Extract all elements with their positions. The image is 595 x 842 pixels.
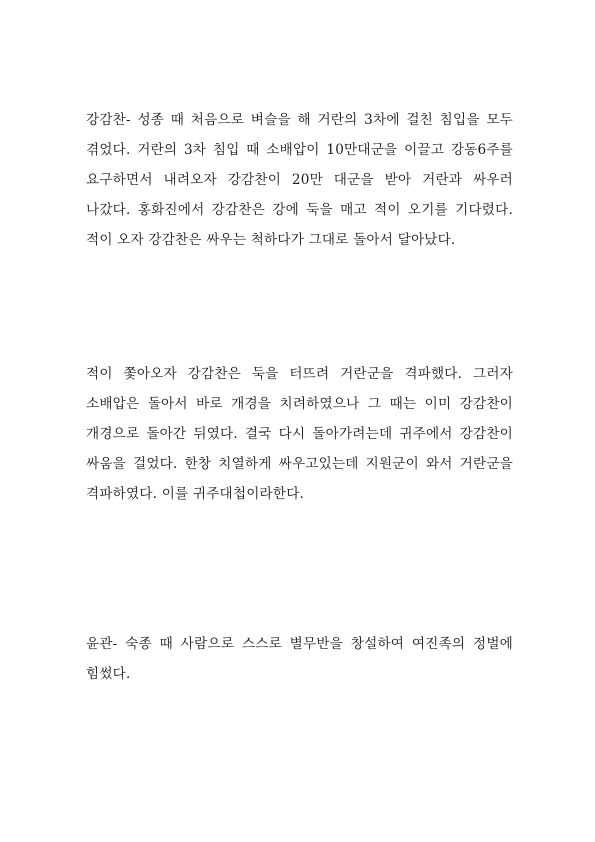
paragraph-yun-gwan: 윤관- 숙종 때 사람으로 스스로 별무반을 창설하여 여진족의 정벌에 힘썼다. [86, 636, 513, 682]
paragraph-gwiju-battle: 적이 쫓아오자 강감찬은 둑을 터뜨려 거란군을 격파했다. 그러자 소배압은 돌아서 바로 개경을 치려하였으나 그 때는 이미 강감찬이 개경으로 돌아간 뒤였다. 결국 다시 돌아가려는데 귀주에서 강감찬이 싸움을 걸었다. 한창 치열하게 싸우고있는데 지원군이 와서 거란군을 격파하였다. 이를 귀주대첩이라한다. [86, 366, 513, 502]
paragraph-gang-gam-chan: 강감찬- 성종 때 처음으로 벼슬을 해 거란의 3차에 걸친 침입을 모두 겪었다. 거란의 3차 침입 때 소배압이 10만대군을 이끌고 강동6주를 요구하면서 내려오자 강감찬이 20만 대군을 받아 거란과 싸우러 나갔다. 홍화진에서 강감찬은 강에 둑을 매고 적이 오기를 기다렸다. 적이 오자 강감찬은 싸우는 척하다가 그대로 돌아서 달아났다. [86, 112, 513, 248]
